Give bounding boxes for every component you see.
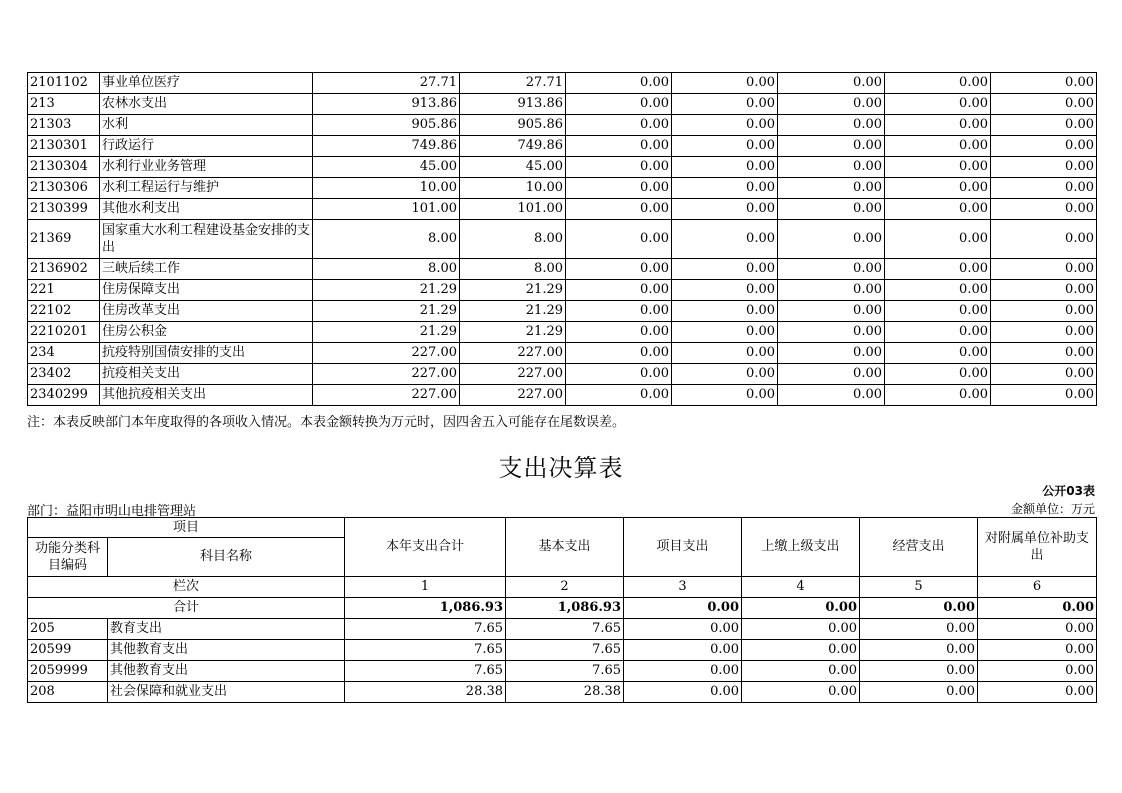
row-value: 0.00 bbox=[566, 280, 672, 301]
row-value: 0.00 bbox=[978, 640, 1097, 661]
row-value: 21.29 bbox=[313, 280, 460, 301]
row-code: 2130306 bbox=[28, 178, 100, 199]
row-value: 0.00 bbox=[672, 364, 778, 385]
row-value: 0.00 bbox=[566, 259, 672, 280]
row-value: 0.00 bbox=[991, 364, 1097, 385]
row-value: 0.00 bbox=[566, 136, 672, 157]
total-value: 0.00 bbox=[978, 598, 1097, 619]
table-row bbox=[28, 343, 1097, 364]
table-row bbox=[28, 385, 1097, 406]
row-value: 0.00 bbox=[672, 220, 778, 259]
row-value: 0.00 bbox=[991, 259, 1097, 280]
table-row bbox=[28, 220, 1097, 259]
row-value: 227.00 bbox=[313, 343, 460, 364]
row-value: 0.00 bbox=[778, 199, 885, 220]
row-value: 0.00 bbox=[672, 178, 778, 199]
row-name: 行政运行 bbox=[100, 136, 313, 157]
row-value: 0.00 bbox=[885, 94, 991, 115]
row-value: 0.00 bbox=[566, 301, 672, 322]
row-value: 0.00 bbox=[672, 136, 778, 157]
row-value: 21.29 bbox=[460, 322, 566, 343]
row-value: 0.00 bbox=[672, 343, 778, 364]
row-value: 0.00 bbox=[860, 619, 978, 640]
row-name: 其他教育支出 bbox=[108, 661, 345, 682]
row-value: 10.00 bbox=[313, 178, 460, 199]
row-value: 0.00 bbox=[624, 619, 742, 640]
row-value: 0.00 bbox=[860, 682, 978, 703]
row-value: 0.00 bbox=[672, 157, 778, 178]
row-value: 7.65 bbox=[345, 619, 506, 640]
row-value: 45.00 bbox=[313, 157, 460, 178]
row-value: 45.00 bbox=[460, 157, 566, 178]
row-value: 7.65 bbox=[506, 640, 624, 661]
row-code: 22102 bbox=[28, 301, 100, 322]
row-value: 0.00 bbox=[624, 682, 742, 703]
row-value: 0.00 bbox=[672, 385, 778, 406]
row-value: 8.00 bbox=[313, 259, 460, 280]
row-value: 0.00 bbox=[672, 115, 778, 136]
row-value: 0.00 bbox=[566, 157, 672, 178]
col-number: 2 bbox=[506, 577, 624, 598]
row-value: 0.00 bbox=[991, 199, 1097, 220]
header-row bbox=[28, 518, 1097, 538]
row-code: 2130304 bbox=[28, 157, 100, 178]
row-value: 21.29 bbox=[460, 280, 566, 301]
row-value: 0.00 bbox=[566, 385, 672, 406]
row-value: 0.00 bbox=[742, 682, 860, 703]
row-value: 0.00 bbox=[885, 178, 991, 199]
header-col-4: 上缴上级支出 bbox=[742, 518, 860, 577]
row-name: 其他水利支出 bbox=[100, 199, 313, 220]
row-value: 749.86 bbox=[313, 136, 460, 157]
row-value: 0.00 bbox=[885, 385, 991, 406]
row-value: 0.00 bbox=[672, 259, 778, 280]
col-number: 1 bbox=[345, 577, 506, 598]
total-value: 1,086.93 bbox=[506, 598, 624, 619]
row-code: 205 bbox=[28, 619, 108, 640]
row-name: 住房公积金 bbox=[100, 322, 313, 343]
col-number: 3 bbox=[624, 577, 742, 598]
row-name: 三峡后续工作 bbox=[100, 259, 313, 280]
row-value: 7.65 bbox=[345, 661, 506, 682]
row-code: 221 bbox=[28, 280, 100, 301]
row-value: 0.00 bbox=[991, 136, 1097, 157]
row-value: 0.00 bbox=[778, 157, 885, 178]
row-value: 0.00 bbox=[885, 322, 991, 343]
total-row bbox=[28, 598, 1097, 619]
row-value: 101.00 bbox=[313, 199, 460, 220]
row-value: 0.00 bbox=[624, 661, 742, 682]
row-value: 10.00 bbox=[460, 178, 566, 199]
row-value: 21.29 bbox=[313, 301, 460, 322]
row-value: 0.00 bbox=[566, 220, 672, 259]
table-row bbox=[28, 619, 1097, 640]
total-value: 0.00 bbox=[624, 598, 742, 619]
table-row bbox=[28, 640, 1097, 661]
row-value: 0.00 bbox=[885, 136, 991, 157]
table-row bbox=[28, 199, 1097, 220]
row-value: 0.00 bbox=[991, 343, 1097, 364]
row-value: 0.00 bbox=[742, 619, 860, 640]
row-name: 社会保障和就业支出 bbox=[108, 682, 345, 703]
row-name: 其他抗疫相关支出 bbox=[100, 385, 313, 406]
row-value: 0.00 bbox=[778, 73, 885, 94]
row-value: 0.00 bbox=[991, 322, 1097, 343]
row-value: 0.00 bbox=[991, 178, 1097, 199]
header-col-5: 经营支出 bbox=[860, 518, 978, 577]
row-name: 住房改革支出 bbox=[100, 301, 313, 322]
department-label: 部门：益阳市明山电排管理站 bbox=[27, 504, 197, 519]
row-value: 0.00 bbox=[991, 73, 1097, 94]
row-code: 2130399 bbox=[28, 199, 100, 220]
row-name: 教育支出 bbox=[108, 619, 345, 640]
row-value: 0.00 bbox=[672, 73, 778, 94]
row-value: 7.65 bbox=[506, 661, 624, 682]
table-row bbox=[28, 73, 1097, 94]
total-value: 1,086.93 bbox=[345, 598, 506, 619]
row-name: 抗疫特别国债安排的支出 bbox=[100, 343, 313, 364]
header-col-3: 项目支出 bbox=[624, 518, 742, 577]
row-value: 0.00 bbox=[566, 94, 672, 115]
row-value: 0.00 bbox=[885, 301, 991, 322]
row-code: 234 bbox=[28, 343, 100, 364]
table-row bbox=[28, 178, 1097, 199]
row-value: 0.00 bbox=[778, 136, 885, 157]
table-row bbox=[28, 661, 1097, 682]
row-value: 0.00 bbox=[778, 178, 885, 199]
row-value: 905.86 bbox=[313, 115, 460, 136]
row-value: 27.71 bbox=[313, 73, 460, 94]
table-row bbox=[28, 301, 1097, 322]
row-code: 23402 bbox=[28, 364, 100, 385]
row-value: 7.65 bbox=[345, 640, 506, 661]
row-value: 0.00 bbox=[566, 73, 672, 94]
table-row bbox=[28, 280, 1097, 301]
row-value: 905.86 bbox=[460, 115, 566, 136]
row-value: 227.00 bbox=[313, 385, 460, 406]
column-number-row bbox=[28, 577, 1097, 598]
row-value: 0.00 bbox=[778, 322, 885, 343]
page-title: 支出决算表 bbox=[498, 454, 624, 482]
row-value: 0.00 bbox=[742, 640, 860, 661]
row-value: 0.00 bbox=[991, 220, 1097, 259]
row-name: 其他教育支出 bbox=[108, 640, 345, 661]
row-value: 913.86 bbox=[460, 94, 566, 115]
col-number: 5 bbox=[860, 577, 978, 598]
row-value: 0.00 bbox=[566, 115, 672, 136]
row-value: 0.00 bbox=[885, 343, 991, 364]
row-value: 0.00 bbox=[885, 157, 991, 178]
row-value: 913.86 bbox=[313, 94, 460, 115]
row-name: 农林水支出 bbox=[100, 94, 313, 115]
row-code: 2340299 bbox=[28, 385, 100, 406]
row-value: 0.00 bbox=[991, 115, 1097, 136]
income-table-body bbox=[28, 73, 1097, 406]
row-value: 8.00 bbox=[313, 220, 460, 259]
total-value: 0.00 bbox=[742, 598, 860, 619]
form-code: 公开03表 bbox=[1042, 484, 1095, 498]
row-code: 2210201 bbox=[28, 322, 100, 343]
row-value: 0.00 bbox=[778, 364, 885, 385]
row-value: 0.00 bbox=[672, 322, 778, 343]
row-value: 0.00 bbox=[778, 280, 885, 301]
row-name: 抗疫相关支出 bbox=[100, 364, 313, 385]
row-name: 水利行业业务管理 bbox=[100, 157, 313, 178]
row-value: 0.00 bbox=[742, 661, 860, 682]
header-project: 项目 bbox=[28, 518, 345, 538]
row-code: 20599 bbox=[28, 640, 108, 661]
row-name: 国家重大水利工程建设基金安排的支出 bbox=[100, 220, 313, 259]
row-value: 0.00 bbox=[885, 259, 991, 280]
row-value: 0.00 bbox=[672, 94, 778, 115]
header-col-6: 对附属单位补助支出 bbox=[978, 518, 1097, 577]
row-code: 21303 bbox=[28, 115, 100, 136]
row-value: 0.00 bbox=[778, 220, 885, 259]
table-row bbox=[28, 94, 1097, 115]
header-col-2: 基本支出 bbox=[506, 518, 624, 577]
row-code: 2130301 bbox=[28, 136, 100, 157]
row-value: 0.00 bbox=[566, 178, 672, 199]
total-value: 0.00 bbox=[860, 598, 978, 619]
row-name: 水利 bbox=[100, 115, 313, 136]
row-value: 0.00 bbox=[860, 640, 978, 661]
row-value: 0.00 bbox=[778, 259, 885, 280]
row-value: 0.00 bbox=[566, 364, 672, 385]
row-value: 0.00 bbox=[778, 385, 885, 406]
row-value: 0.00 bbox=[778, 343, 885, 364]
row-value: 0.00 bbox=[885, 115, 991, 136]
row-value: 0.00 bbox=[672, 199, 778, 220]
amount-unit: 金额单位：万元 bbox=[1010, 502, 1095, 516]
total-label: 合计 bbox=[28, 598, 345, 619]
row-code: 208 bbox=[28, 682, 108, 703]
row-value: 227.00 bbox=[460, 364, 566, 385]
row-value: 21.29 bbox=[313, 322, 460, 343]
col-number: 4 bbox=[742, 577, 860, 598]
table-row bbox=[28, 136, 1097, 157]
row-value: 0.00 bbox=[991, 301, 1097, 322]
row-value: 0.00 bbox=[991, 280, 1097, 301]
row-value: 0.00 bbox=[778, 301, 885, 322]
row-name: 住房保障支出 bbox=[100, 280, 313, 301]
row-value: 749.86 bbox=[460, 136, 566, 157]
header-name-col: 科目名称 bbox=[108, 538, 345, 577]
row-value: 0.00 bbox=[624, 640, 742, 661]
row-value: 0.00 bbox=[991, 385, 1097, 406]
row-value: 0.00 bbox=[672, 280, 778, 301]
row-code: 2136902 bbox=[28, 259, 100, 280]
row-value: 8.00 bbox=[460, 220, 566, 259]
row-value: 27.71 bbox=[460, 73, 566, 94]
col-number: 6 bbox=[978, 577, 1097, 598]
row-value: 28.38 bbox=[506, 682, 624, 703]
income-table-continued bbox=[27, 72, 1097, 406]
row-code: 2101102 bbox=[28, 73, 100, 94]
row-value: 227.00 bbox=[460, 343, 566, 364]
row-value: 0.00 bbox=[991, 94, 1097, 115]
table-note: 注：本表反映部门本年度取得的各项收入情况。本表金额转换为万元时，因四舍五入可能存在尾数误差。 bbox=[27, 415, 626, 430]
row-code: 2059999 bbox=[28, 661, 108, 682]
row-value: 0.00 bbox=[860, 661, 978, 682]
header-col-1: 本年支出合计 bbox=[345, 518, 506, 577]
row-value: 0.00 bbox=[885, 199, 991, 220]
row-value: 227.00 bbox=[460, 385, 566, 406]
row-value: 0.00 bbox=[778, 94, 885, 115]
row-value: 0.00 bbox=[978, 619, 1097, 640]
row-code: 213 bbox=[28, 94, 100, 115]
table-row bbox=[28, 364, 1097, 385]
row-value: 0.00 bbox=[885, 364, 991, 385]
row-value: 227.00 bbox=[313, 364, 460, 385]
table-row bbox=[28, 322, 1097, 343]
row-name: 水利工程运行与维护 bbox=[100, 178, 313, 199]
row-value: 0.00 bbox=[978, 682, 1097, 703]
row-value: 0.00 bbox=[991, 157, 1097, 178]
row-value: 7.65 bbox=[506, 619, 624, 640]
row-code: 21369 bbox=[28, 220, 100, 259]
table-row bbox=[28, 115, 1097, 136]
row-value: 0.00 bbox=[885, 220, 991, 259]
expenditure-table bbox=[27, 517, 1097, 703]
row-value: 21.29 bbox=[460, 301, 566, 322]
row-name: 事业单位医疗 bbox=[100, 73, 313, 94]
row-value: 0.00 bbox=[885, 280, 991, 301]
row-value: 8.00 bbox=[460, 259, 566, 280]
table-row bbox=[28, 259, 1097, 280]
row-value: 0.00 bbox=[885, 73, 991, 94]
row-value: 101.00 bbox=[460, 199, 566, 220]
row-value: 0.00 bbox=[566, 199, 672, 220]
table-row bbox=[28, 157, 1097, 178]
lanci-label: 栏次 bbox=[28, 577, 345, 598]
row-value: 28.38 bbox=[345, 682, 506, 703]
row-value: 0.00 bbox=[566, 322, 672, 343]
row-value: 0.00 bbox=[672, 301, 778, 322]
header-code-col: 功能分类科目编码 bbox=[28, 538, 108, 577]
row-value: 0.00 bbox=[778, 115, 885, 136]
table-row bbox=[28, 682, 1097, 703]
row-value: 0.00 bbox=[978, 661, 1097, 682]
row-value: 0.00 bbox=[566, 343, 672, 364]
